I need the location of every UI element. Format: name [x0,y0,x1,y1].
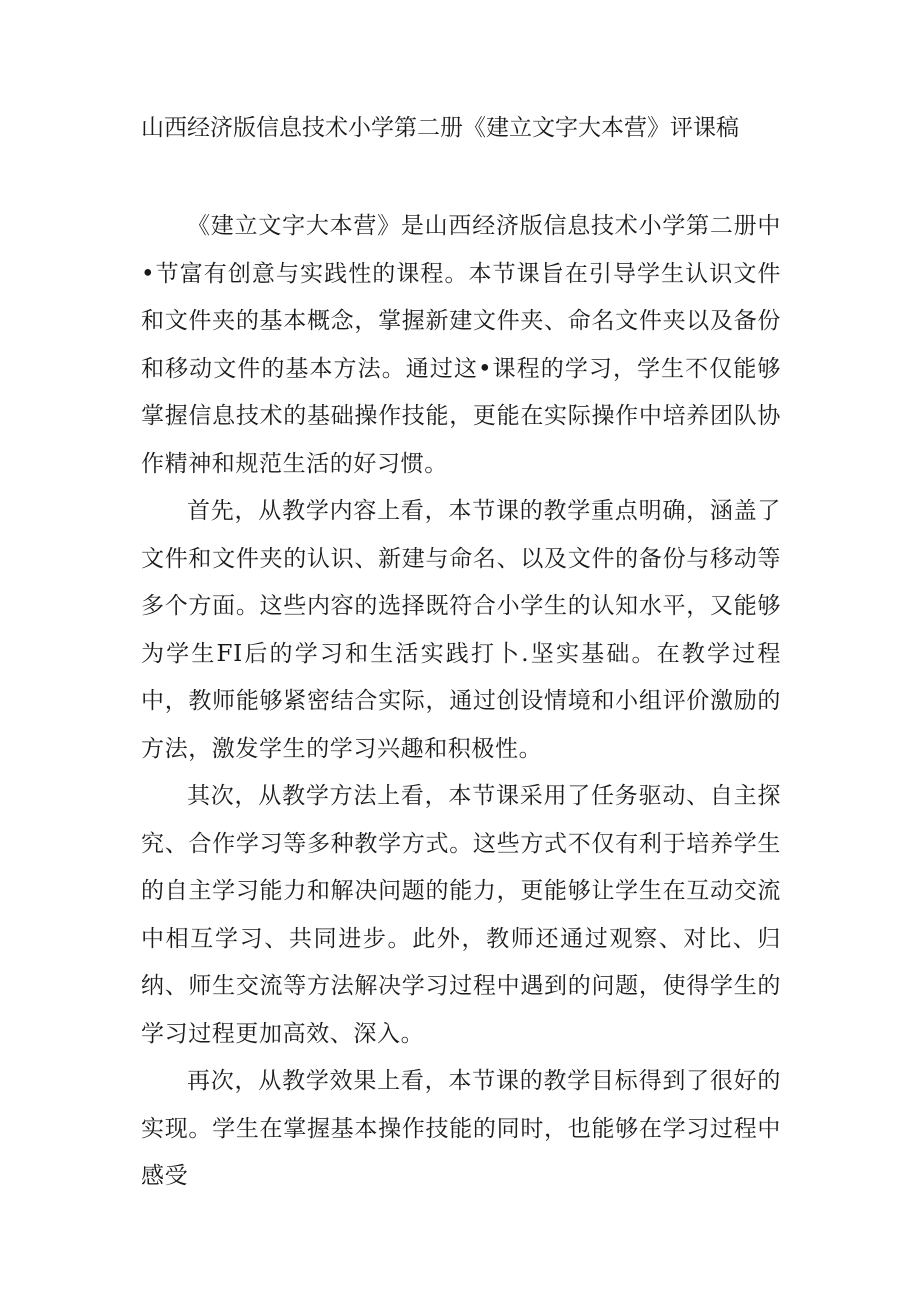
paragraph-effect: 再次，从教学效果上看，本节课的教学目标得到了很好的实现。学生在掌握基本操作技能的同时，也能够在学习过程中感受 [141,1068,781,1189]
document-title: 山西经济版信息技术小学第二册《建立文字大本营》评课稿 [141,115,739,141]
paragraph-intro: 《建立文字大本营》是山西经济版信息技术小学第二册中•节富有创意与实践性的课程。本节课旨在引导学生认识文件和文件夹的基本概念，掌握新建文件夹、命名文件夹以及备份和移动文件的基本方法。通过这•课程的学习，学生不仅能够掌握信息技术的基础操作技能，更能在实际操作中培养团队协作精神和规范生活的好习惯。 [141,213,781,477]
paragraph-content: 首先，从教学内容上看，本节课的教学重点明确，涵盖了文件和文件夹的认识、新建与命名、以及文件的备份与移动等多个方面。这些内容的选择既符合小学生的认知水平，又能够为学生FI后的学习和生活实践打卜.坚实基础。在教学过程中，教师能够紧密结合实际，通过创设情境和小组评价激励的方法，激发学生的学习兴趣和积极性。 [141,498,781,762]
document-body [141,203,781,1201]
paragraph-method: 其次，从教学方法上看，本节课采用了任务驱动、自主探究、合作学习等多种教学方式。这些方式不仅有利于培养学生的自主学习能力和解决问题的能力，更能够让学生在互动交流中相互学习、共同进步。此外，教师还通过观察、对比、归纳、师生交流等方法解决学习过程中遇到的问题，使得学生的学习过程更加高效、深入。 [141,783,781,1047]
